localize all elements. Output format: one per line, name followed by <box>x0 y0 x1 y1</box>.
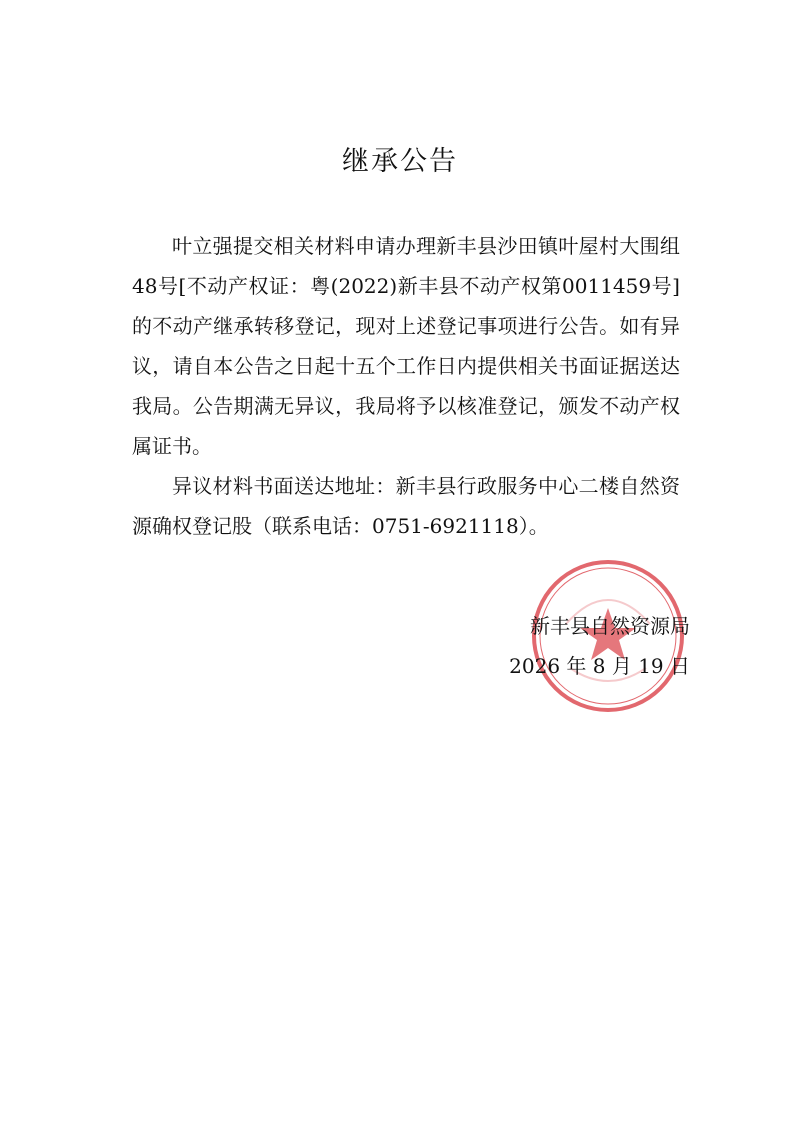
paragraph-address: 异议材料书面送达地址：新丰县行政服务中心二楼自然资源确权登记股（联系电话：0751-6921118）。 <box>132 474 680 538</box>
signature-block <box>509 606 690 686</box>
paragraph-notice: 叶立强提交相关材料申请办理新丰县沙田镇叶屋村大围组48号[不动产权证：粤(2022)新丰县不动产权第0011459号]的不动产继承转移登记，现对上述登记事项进行公告。如有异议，请自本公告之日起十五个工作日内提供相关书面证据送达我局。公告期满无异议，我局将予以核准登记，颁发不动产权属证书。 <box>132 234 680 458</box>
document-title: 继承公告 <box>342 146 458 177</box>
signature-organization: 新丰县自然资源局 <box>530 614 690 638</box>
document-body <box>132 226 680 546</box>
signature-date: 2026 年 8 月 19 日 <box>509 654 690 678</box>
